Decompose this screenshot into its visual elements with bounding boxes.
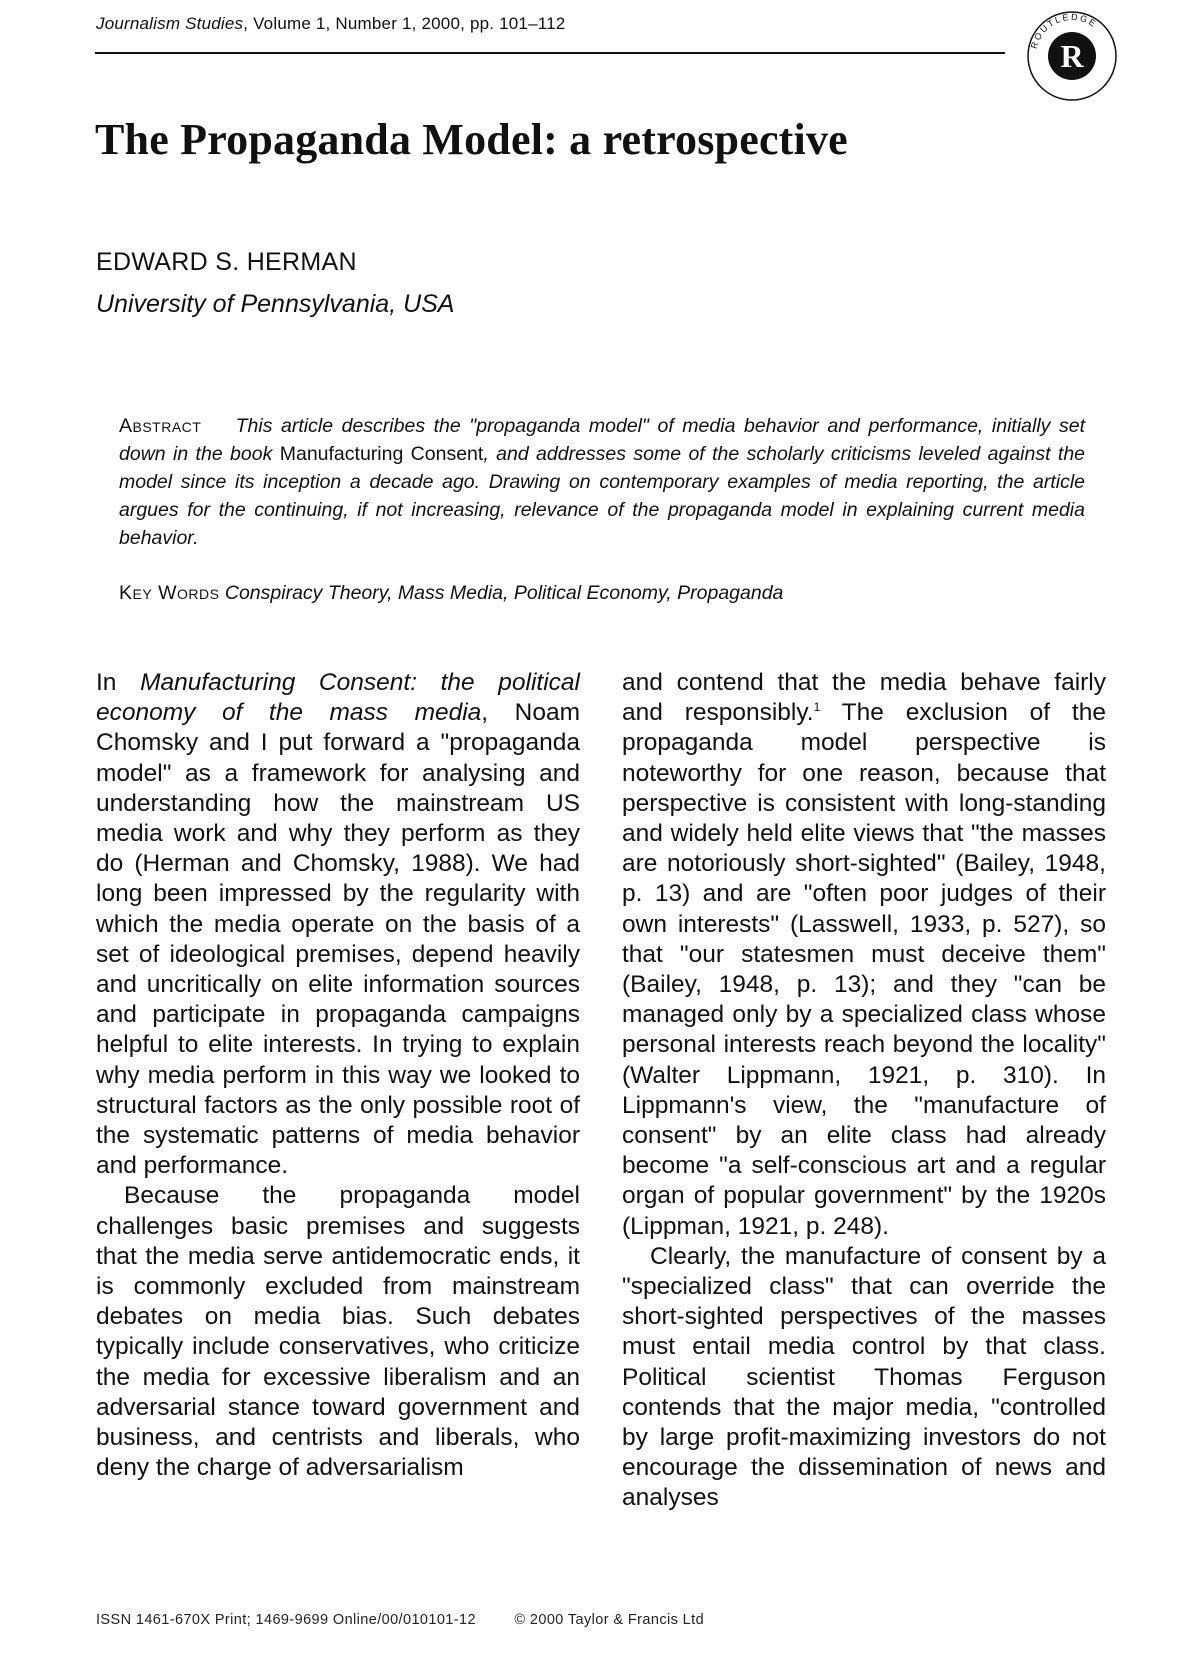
body-paragraph: Clearly, the manufacture of consent by a "specialized class" that can override the short-sighted perspectives of the masses must entail media control by that class. Political scientist Thomas Ferguson contends that the major media, "controlled by large profit-maximizing investors do not encourage the dissemination of news and analyses — [622, 1242, 1106, 1512]
running-head — [96, 14, 565, 34]
author-name: EDWARD S. HERMAN — [96, 248, 357, 276]
issn: ISSN 1461-670X Print; 1469-9699 Online/00/010101-12 — [96, 1612, 476, 1628]
para-intro: In — [96, 669, 117, 696]
journal-name: Journalism Studies — [96, 14, 244, 33]
citation: , Volume 1, Number 1, 2000, pp. 101–112 — [243, 14, 566, 33]
logo-letter: R — [1060, 38, 1084, 74]
abstract-text-2: , and addresses some of the scholarly criticisms leveled against the model since its inception a decade ago. Drawing on contemporary examples of media reporting, the article argues for the continuing, if not increasing, relevance of the propaganda model in explaining current media behavior. — [119, 443, 1086, 549]
keywords-label: Key Words — [119, 582, 220, 604]
body-paragraph — [96, 668, 580, 1181]
abstract-book-title: Manufacturing Consent — [279, 443, 484, 465]
header-rule — [95, 52, 1005, 54]
book-title: Manufacturing Consent: the political economy of the mass media — [96, 669, 580, 727]
keywords — [119, 582, 783, 605]
footnote-ref[interactable]: 1 — [813, 700, 821, 715]
routledge-logo — [1022, 6, 1122, 106]
para-text: , Noam Chomsky and I put forward a "propaganda model" as a framework for analysing and understanding how the mainstream US media work and why they perform as they do (Herman and Chomsky, 1988). We had long been impressed by the regularity with which the media operate on the basis of a set of ideological premises, depend heavily and uncritically on elite information sources and participate in propaganda campaigns helpful to elite interests. In trying to explain why media perform in this way we looked to structural factors as the only possible root of the systematic patterns of media behavior and performance. — [96, 699, 580, 1180]
body-column-left — [96, 668, 580, 1483]
article-title: The Propaganda Model: a retrospective — [95, 115, 848, 164]
body-paragraph — [622, 668, 1106, 1242]
author-affiliation: University of Pennsylvania, USA — [96, 290, 455, 318]
body-paragraph: Because the propaganda model challenges basic premises and suggests that the media serve antidemocratic ends, it is commonly excluded from mainstream debates on media bias. Such debates typically include conservatives, who criticize the media for excessive liberalism and an adversarial stance toward government and business, and centrists and liberals, who deny the charge of adversarialism — [96, 1182, 580, 1482]
abstract-text-1: This article describes the "propaganda model" of media behavior and performance, initially set down in the book — [119, 415, 1085, 465]
para-text: and contend that the media behave fairly and responsibly. — [622, 669, 1106, 727]
abstract-label: Abstract — [119, 415, 202, 437]
logo-ring-text: ROUTLEDGE — [1028, 11, 1100, 50]
page-footer — [96, 1612, 738, 1628]
abstract — [119, 412, 1085, 552]
keywords-text: Conspiracy Theory, Mass Media, Political Economy, Propaganda — [224, 582, 784, 604]
para-text: The exclusion of the propaganda model perspective is noteworthy for one reason, because that perspective is consistent with long-standing and widely held elite views that "the masses are notoriously short-sighted" (Bailey, 1948, p. 13) and are "often poor judges of their own interests" (Lasswell, 1933, p. 527), so that "our statesmen must deceive them" (Bailey, 1948, p. 13); and they "can be managed only by a specialized class whose personal interests reach beyond the locality" (Walter Lippmann, 1921, p. 310). In Lippmann's view, the "manufacture of consent" by an elite class had already become "a self-conscious art and a regular organ of popular government" by the 1920s (Lippman, 1921, p. 248). — [622, 699, 1106, 1240]
copyright: © 2000 Taylor & Francis Ltd — [514, 1612, 705, 1628]
body-column-right — [622, 668, 1106, 1514]
